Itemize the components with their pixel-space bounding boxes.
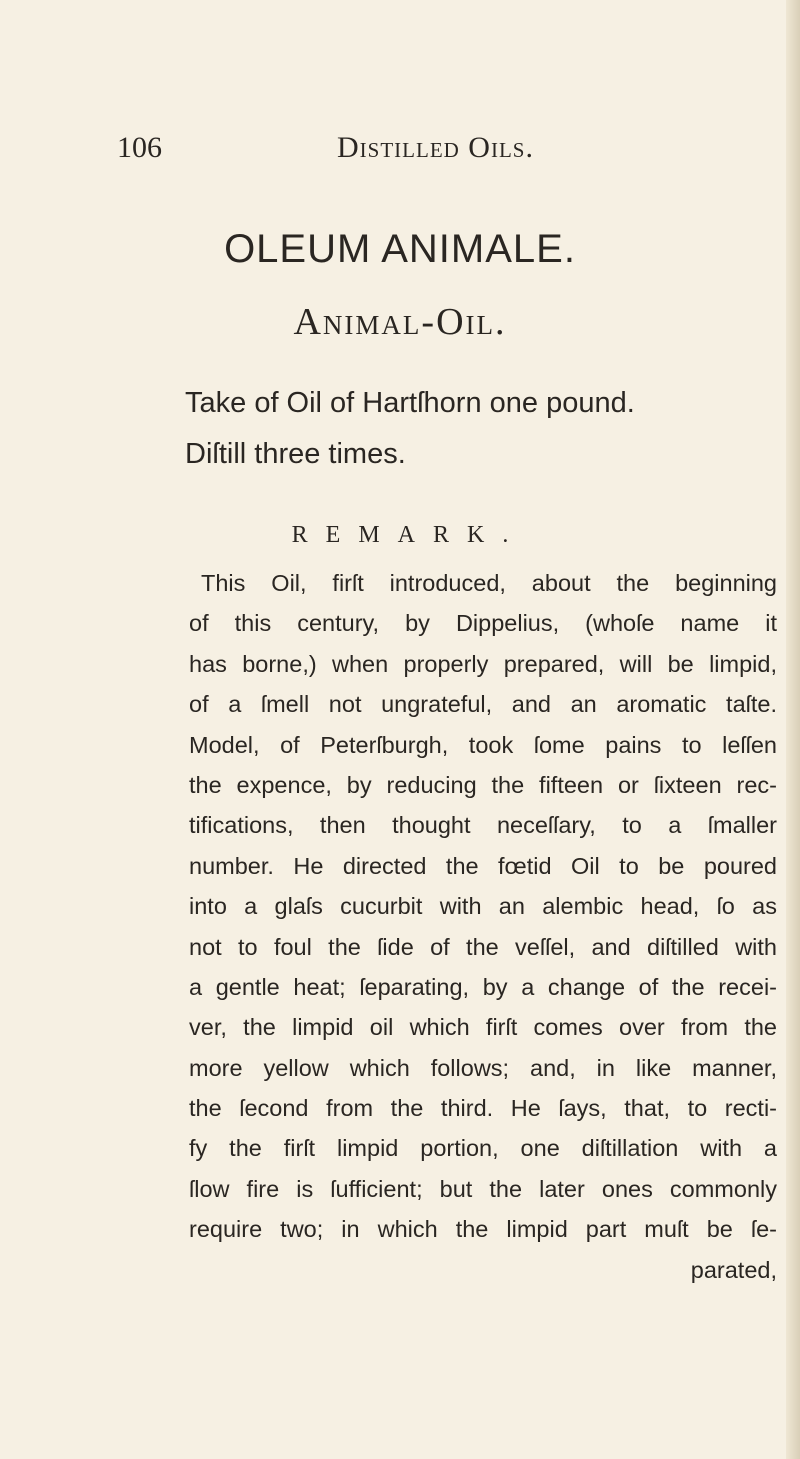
section-title: OLEUM ANIMALE. [224,227,576,271]
body-line: require two; in which the limpid part muſt be ſe- [189,1216,777,1243]
body-line: number. He directed the fœtid Oil to be poured [189,852,777,879]
body-line: the ſecond from the third. He ſays, that, to recti- [189,1095,777,1122]
body-line: fy the firſt limpid portion, one diſtillation with a [189,1135,777,1162]
body-line: This Oil, firſt introduced, about the beginning [201,570,777,596]
body-line: into a glaſs cucurbit with an alembic head, ſo as [189,893,777,920]
body-line: tifications, then thought neceſſary, to a ſmaller [189,812,777,839]
page-number: 106 [117,131,162,164]
body-line: has borne,) when properly prepared, will be limpid, [189,650,777,677]
body-line: ver, the limpid oil which firſt comes over from the [189,1014,777,1041]
body-line: not to foul the ſide of the veſſel, and diſtilled with [189,933,777,960]
body-line: the expence, by reducing the fifteen or ſixteen rec- [189,771,777,798]
page-header [117,128,717,172]
body-line: more yellow which follows; and, in like manner, [189,1054,777,1081]
catchword-line: parated, [690,1256,777,1283]
body-line: of this century, by Dippelius, (whoſe name it [189,610,777,637]
running-head: Distilled Oils. [337,131,534,164]
page-edge [786,0,800,1459]
body-line: of a ſmell not ungrateful, and an aromatic taſte. [189,691,777,718]
body-line: Model, of Peterſburgh, took ſome pains to leſſen [189,731,777,758]
recipe-line: Take of Oil of Hartſhorn one pound. [185,387,635,419]
section-subtitle: Animal-Oil. [293,301,507,343]
recipe-line: Diſtill three times. [185,438,406,470]
body-line: ſlow fire is ſufficient; but the later ones commonly [189,1175,777,1202]
remark-heading: REMARK. [291,522,527,548]
body-line: a gentle heat; ſeparating, by a change of the recei- [189,973,777,1000]
remark-body [189,563,777,1290]
